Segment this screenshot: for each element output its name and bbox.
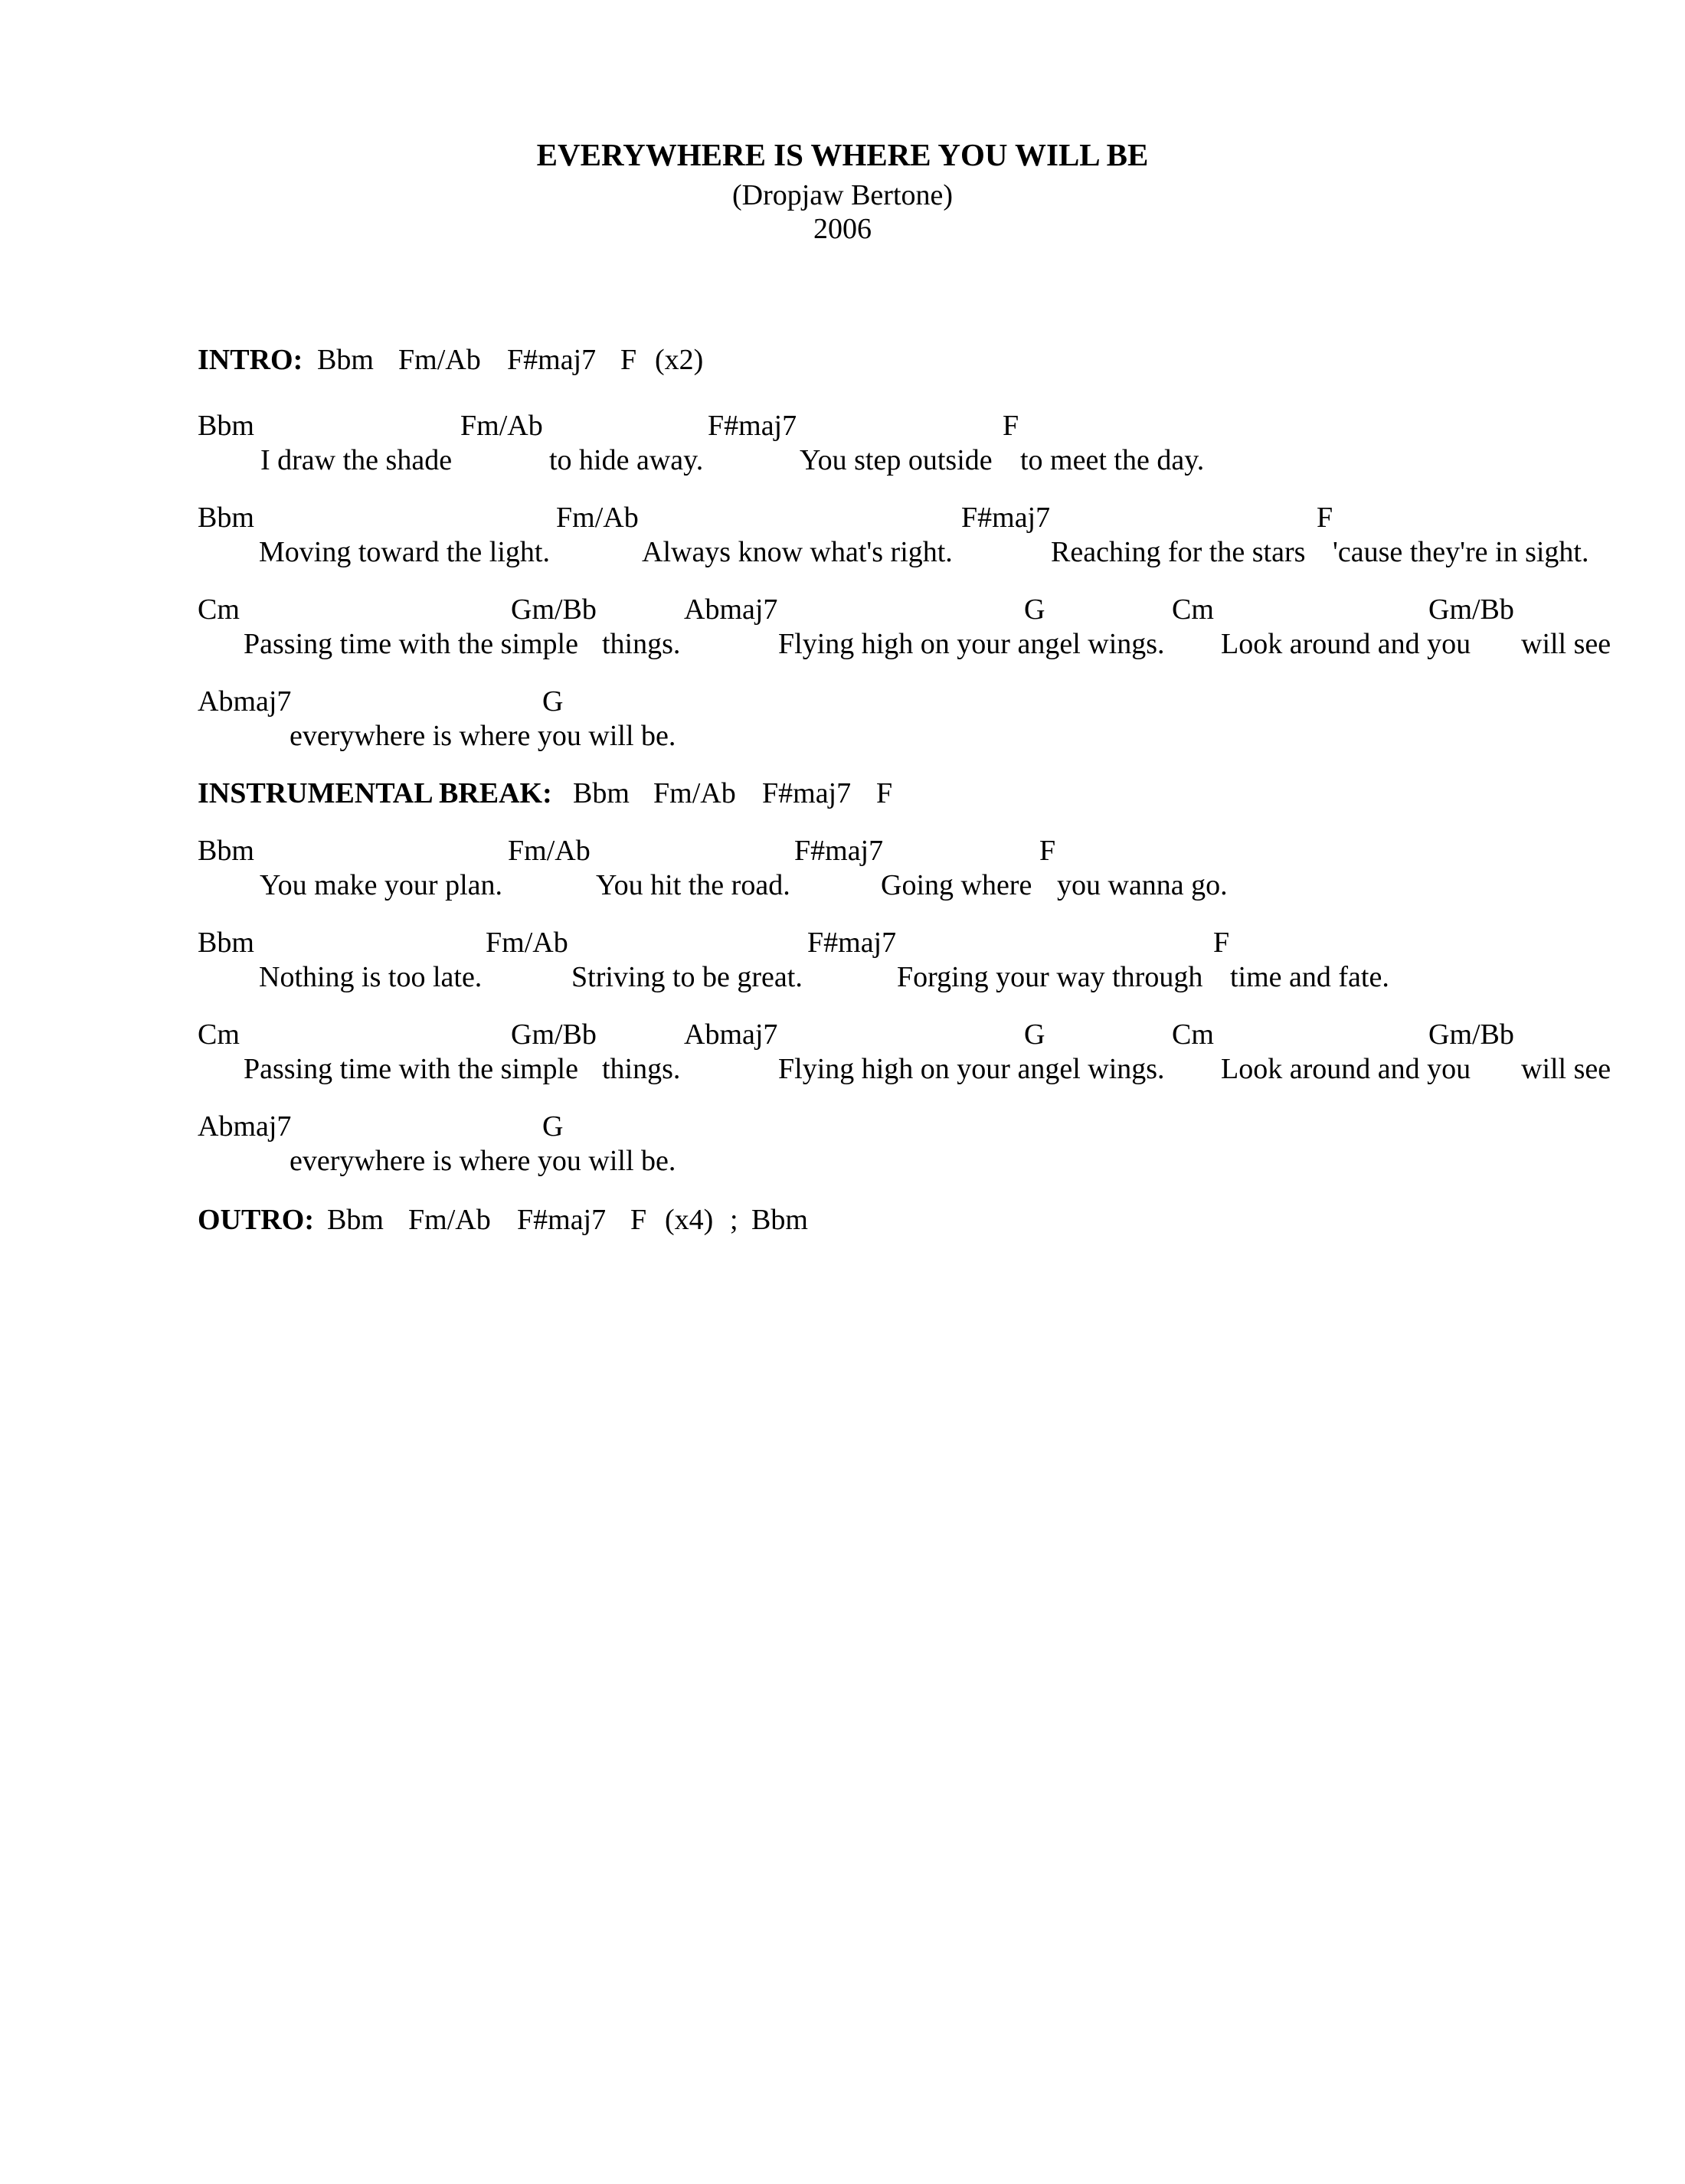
song-title: EVERYWHERE IS WHERE YOU WILL BE — [536, 137, 1149, 172]
lyric: Reaching for the stars — [1051, 536, 1306, 568]
chord: Abmaj7 — [684, 593, 778, 626]
lyric: you wanna go. — [1057, 869, 1228, 901]
chord: F#maj7 — [507, 344, 597, 376]
chord: Bbm — [317, 344, 374, 376]
lyric: everywhere is where you will be. — [290, 720, 676, 752]
lyric: Nothing is too late. — [259, 961, 483, 993]
lyric-line — [0, 1051, 1685, 1087]
chord: F — [630, 1204, 647, 1236]
chord: Gm/Bb — [511, 593, 597, 626]
chord: Abmaj7 — [684, 1018, 778, 1051]
lyric: 'cause they're in sight. — [1333, 536, 1589, 568]
chord-line — [0, 1108, 1685, 1145]
lyric: things. — [602, 628, 681, 660]
repeat-marker: (x2) — [655, 344, 704, 376]
lyric: things. — [602, 1053, 681, 1085]
chord: Bbm — [198, 410, 254, 442]
chord: F — [1039, 835, 1056, 867]
separator: ; — [730, 1204, 738, 1236]
lyric: You step outside — [800, 444, 993, 476]
chord: Fm/Ab — [508, 835, 591, 867]
chord: Fm/Ab — [486, 927, 568, 959]
instrumental-label: INSTRUMENTAL BREAK: — [198, 777, 552, 809]
chord: F#maj7 — [961, 502, 1051, 534]
chord-line — [0, 832, 1685, 869]
song-composer: (Dropjaw Bertone) — [731, 179, 954, 211]
lyric-line — [0, 534, 1685, 571]
lyric: Flying high on your angel wings. — [778, 1053, 1165, 1085]
lyric-line — [0, 1143, 1685, 1179]
lyric: Look around and you — [1221, 1053, 1471, 1085]
lyric: will see — [1521, 628, 1611, 660]
instrumental-line — [0, 775, 1685, 812]
lyric: to meet the day. — [1020, 444, 1205, 476]
chord-line — [0, 683, 1685, 720]
lyric: Moving toward the light. — [259, 536, 550, 568]
chord: Bbm — [198, 502, 254, 534]
lyric: Passing time with the simple — [244, 628, 578, 660]
song-year: 2006 — [813, 213, 872, 245]
chord: F#maj7 — [708, 410, 797, 442]
lyric-line — [0, 442, 1685, 479]
lyric: Going where — [881, 869, 1032, 901]
chord: Bbm — [327, 1204, 384, 1236]
lyric: Look around and you — [1221, 628, 1471, 660]
chord: Abmaj7 — [198, 685, 292, 718]
chord: Fm/Ab — [398, 344, 481, 376]
chord: Fm/Ab — [653, 777, 736, 809]
chord: Abmaj7 — [198, 1110, 292, 1143]
repeat-marker: (x4) — [665, 1204, 714, 1236]
chord: Cm — [1172, 1018, 1214, 1051]
lyric-line — [0, 626, 1685, 662]
chord: Gm/Bb — [511, 1018, 597, 1051]
chord: Gm/Bb — [1428, 1018, 1514, 1051]
chord: Fm/Ab — [408, 1204, 491, 1236]
chord: F — [1317, 502, 1333, 534]
lyric: Flying high on your angel wings. — [778, 628, 1165, 660]
chord: F — [876, 777, 893, 809]
chord: Bbm — [198, 927, 254, 959]
chord: Cm — [198, 593, 240, 626]
chord: Fm/Ab — [556, 502, 639, 534]
lyric: You make your plan. — [260, 869, 503, 901]
chord: Cm — [1172, 593, 1214, 626]
outro-line — [0, 1202, 1685, 1238]
chord: G — [1024, 1018, 1045, 1051]
lyric-line — [0, 718, 1685, 754]
chord: Cm — [198, 1018, 240, 1051]
intro-label: INTRO: — [198, 344, 303, 376]
chord: F#maj7 — [762, 777, 852, 809]
chord: F#maj7 — [794, 835, 884, 867]
lyric: Passing time with the simple — [244, 1053, 578, 1085]
chord: G — [542, 685, 564, 718]
chord: Bbm — [751, 1204, 808, 1236]
chord: G — [542, 1110, 564, 1143]
lyric: Always know what's right. — [642, 536, 953, 568]
lyric: Forging your way through — [897, 961, 1203, 993]
chord: F#maj7 — [517, 1204, 607, 1236]
chord: Bbm — [573, 777, 630, 809]
chord-line — [0, 1016, 1685, 1053]
lyric: Striving to be great. — [571, 961, 803, 993]
chord-line — [0, 407, 1685, 444]
lyric: You hit the road. — [596, 869, 790, 901]
chord: Gm/Bb — [1428, 593, 1514, 626]
lyric: time and fate. — [1230, 961, 1389, 993]
chord: Fm/Ab — [460, 410, 543, 442]
chord: F — [1213, 927, 1230, 959]
lyric: everywhere is where you will be. — [290, 1145, 676, 1177]
chord-line — [0, 499, 1685, 536]
chord: G — [1024, 593, 1045, 626]
chord: F — [620, 344, 637, 376]
chord: F#maj7 — [807, 927, 897, 959]
intro-line — [0, 342, 1685, 378]
lyric: will see — [1521, 1053, 1611, 1085]
lyric-line — [0, 867, 1685, 904]
lyric: I draw the shade — [260, 444, 453, 476]
chord-line — [0, 924, 1685, 961]
chord: Bbm — [198, 835, 254, 867]
lyric: to hide away. — [549, 444, 704, 476]
chord-line — [0, 591, 1685, 628]
lyric-line — [0, 959, 1685, 996]
outro-label: OUTRO: — [198, 1204, 314, 1236]
chord: F — [1003, 410, 1019, 442]
